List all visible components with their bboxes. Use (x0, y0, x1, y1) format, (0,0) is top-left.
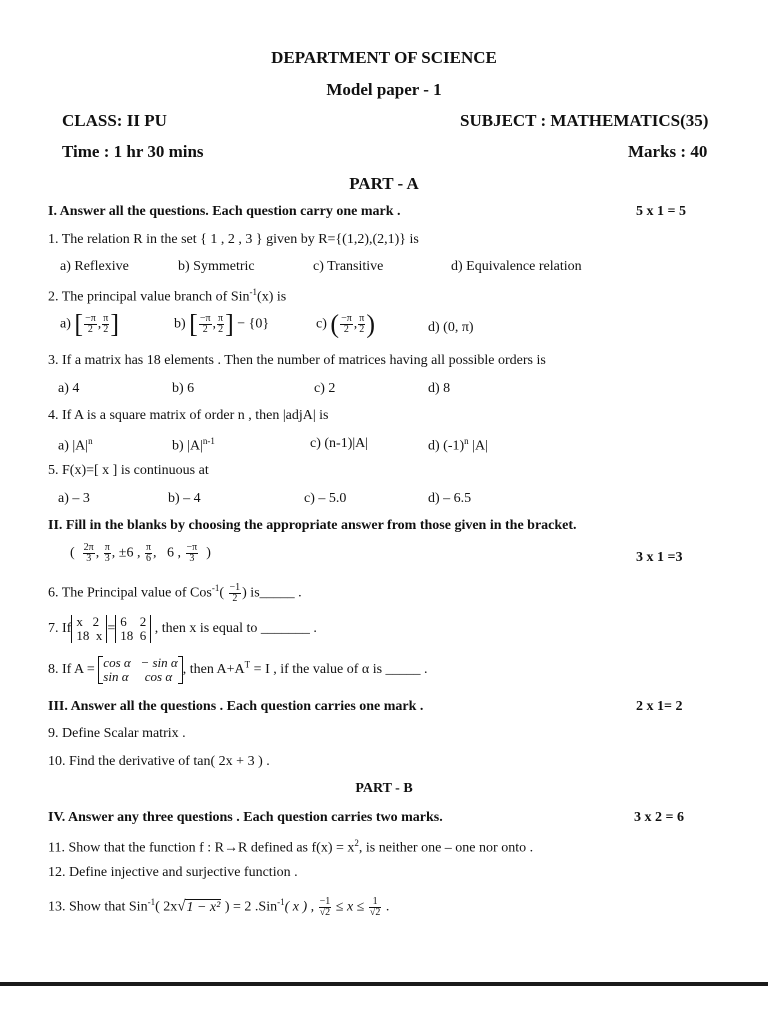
q3-option-b: b) 6 (172, 381, 195, 396)
section2-marks: 3 x 1 =3 (636, 550, 683, 565)
marks-label: Marks : 40 (628, 142, 708, 161)
q4-option-c: c) (n-1)|A| (310, 436, 369, 451)
question-10: 10. Find the derivative of tan( 2x + 3 ) . (48, 754, 270, 769)
section3-marks: 2 x 1= 2 (636, 699, 683, 714)
section4-marks: 3 x 2 = 6 (634, 810, 684, 825)
question-5: 5. F(x)=[ x ] is continuous at (48, 463, 209, 478)
q5-option-c: c) – 5.0 (304, 491, 347, 506)
q2-option-d: d) (0, π) (428, 320, 474, 335)
question-9: 9. Define Scalar matrix . (48, 726, 186, 741)
q4-option-a: a) $|A|^n$ (58, 436, 93, 454)
question-6: 6. The Principal value of Cos$^{-1}$( $\frac{-1}{2}$ ) is_____ . (48, 582, 302, 604)
q3-option-a: a) 4 (58, 381, 80, 396)
q1-option-a: a) Reflexive (60, 259, 129, 274)
q5-option-d: d) – 6.5 (428, 491, 472, 506)
subject-label: SUBJECT : MATHEMATICS(35) (460, 111, 709, 130)
q2-option-c: c) ( $\frac{-\pi}{2}$ , $\frac{\pi}{2}$ ) (316, 309, 375, 339)
question-13: 13. Show that Sin$^{-1}$( 2x√1 − x² ) = 2 .Sin$^{-1}$( x ) , $\frac{-1}{√2}$ ≤ x ≤ $\frac{1}{√2}$ . (48, 896, 390, 918)
q3-option-c: c) 2 (314, 381, 336, 396)
page-bottom-border (0, 982, 768, 986)
question-2: 2. The principal value branch of Sin$^{-1}$(x) is (48, 287, 287, 305)
section2-instruction: II. Fill in the blanks by choosing the appropriate answer from those given in the bracket. (48, 518, 577, 533)
part-a-title: PART - A (349, 174, 419, 193)
department-title: DEPARTMENT OF SCIENCE (271, 48, 497, 67)
q1-option-b: b) Symmetric (178, 259, 255, 274)
q5-option-a: a) – 3 (58, 491, 90, 506)
question-1: 1. The relation R in the set { 1 , 2 , 3 } given by R={(1,2),(2,1)} is (48, 232, 419, 247)
q3-option-d: d) 8 (428, 381, 451, 396)
section4-instruction: IV. Answer any three questions . Each question carries two marks. (48, 810, 443, 825)
question-7: 7. If x 2 18 x = 6 2 18 6 , then x is equal to _______ . (48, 614, 317, 643)
question-3: 3. If a matrix has 18 elements . Then the number of matrices having all possible orders is (48, 353, 546, 368)
section3-instruction: III. Answer all the questions . Each question carries one mark . (48, 699, 424, 714)
part-b-title: PART - B (355, 781, 413, 796)
question-8: 8. If A = cos α − sin α sin α cos α , then $A+A^T = I$ , if the value of α is _____ . (48, 655, 428, 684)
section1-instruction: I. Answer all the questions. Each question carry one mark . (48, 204, 401, 219)
question-11: 11. Show that the function f : R→R defined as $f(x) = x^2$, is neither one – one nor onto . (48, 838, 534, 856)
question-12: 12. Define injective and surjective function . (48, 865, 298, 880)
q4-option-d: d) $(-1)^n$ |A| (428, 436, 488, 454)
q5-option-b: b) – 4 (168, 491, 201, 506)
time-label: Time : 1 hr 30 mins (62, 142, 204, 161)
q2-option-a: a) [ $\frac{-\pi}{2}$ , $\frac{\pi}{2}$ ] (60, 309, 119, 339)
section1-marks: 5 x 1 = 5 (636, 204, 686, 219)
question-4: 4. If A is a square matrix of order n , then |adjA| is (48, 408, 329, 423)
answer-choices-bracket: ( $\frac{2\pi}{3}$ , $\frac{\pi}{3}$ , ±6 , $\frac{\pi}{6}$ , 6 , $\frac{-\pi}{3}$ ) (70, 542, 211, 564)
q4-option-b: b) $|A|^{n-1}$ (172, 436, 215, 454)
q1-option-c: c) Transitive (313, 259, 384, 274)
q1-option-d: d) Equivalence relation (451, 259, 582, 274)
class-label: CLASS: II PU (62, 111, 167, 130)
q2-option-b: b) [ $\frac{-\pi}{2}$ , $\frac{\pi}{2}$ ] − {0} (174, 309, 270, 339)
paper-title: Model paper - 1 (326, 80, 442, 99)
